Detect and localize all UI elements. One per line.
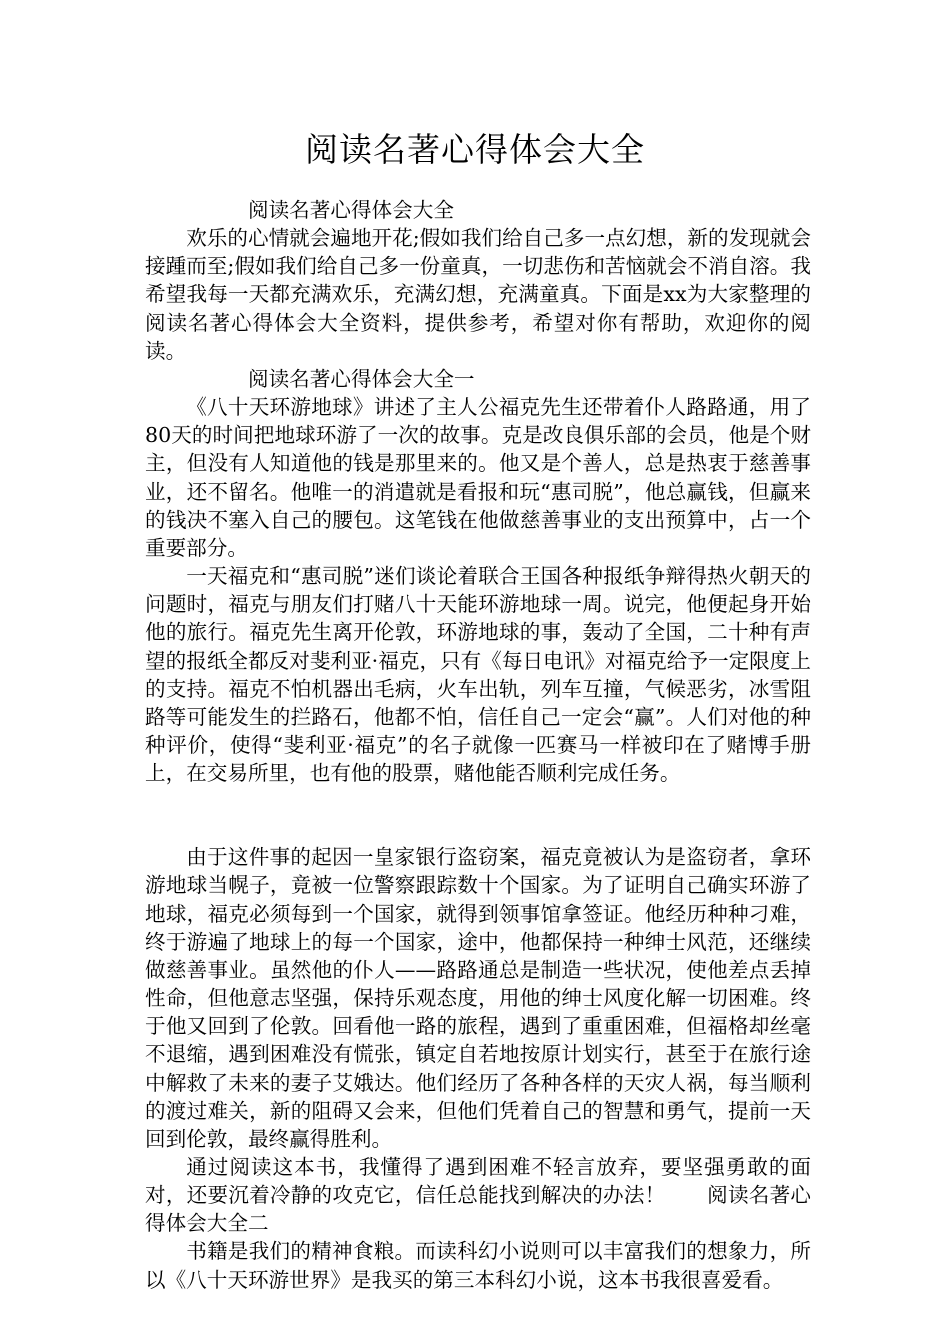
section-one-paragraph-1: 《八十天环游地球》讲述了主人公福克先生还带着仆人路路通，用了80天的时间把地球环游了一次的故事。克是改良俱乐部的会员，他是个财主，但没有人知道他的钱是那里来的。他又是个善人，总是热衷于慈善事业，还不留名。他唯一的消遣就是看报和玩“惠司脱”，他总赢钱，但赢来的钱决不塞入自己的腰包。这笔钱在他做慈善事业的支出预算中，占一个重要部分。 xyxy=(145,395,811,560)
section-one-heading: 阅读名著心得体会大全一 xyxy=(248,366,475,391)
document-title: 阅读名著心得体会大全 xyxy=(305,130,645,169)
intro-heading: 阅读名著心得体会大全 xyxy=(248,198,454,222)
document-body xyxy=(145,196,811,1294)
paragraph-gap xyxy=(145,787,811,843)
intro-paragraph: 欢乐的心情就会遍地开花;假如我们给自己多一点幻想，新的发现就会接踵而至;假如我们给自己多一份童真，一切悲伤和苦恼就会不消自溶。我希望我每一天都充满欢乐，充满幻想，充满童真。下面是xx为大家整理的阅读名著心得体会大全资料，提供参考，希望对你有帮助，欢迎你的阅读。 xyxy=(145,226,811,363)
section-one-paragraph-4: 通过阅读这本书，我懂得了遇到困难不轻言放弃，要坚强勇敢的面对，还要沉着冷静的攻克它，信任总能找到解决的办法！ 阅读名著心得体会大全二 xyxy=(145,1155,811,1236)
section-one-paragraph-2: 一天福克和“惠司脱”迷们谈论着联合王国各种报纸争辩得热火朝天的问题时，福克与朋友们打赌八十天能环游地球一周。说完，他便起身开始他的旅行。福克先生离开伦敦，环游地球的事，轰动了全国，二十种有声望的报纸全都反对斐利亚·福克，只有《每日电讯》对福克给予一定限度上的支持。福克不怕机器出毛病，火车出轨，列车互撞，气候恶劣，冰雪阻路等可能发生的拦路石，他都不怕，信任自己一定会“赢”。人们对他的种种评价，使得“斐利亚·福克”的名子就像一匹赛马一样被印在了赌博手册上，在交易所里，也有他的股票，赌他能否顺利完成任务。 xyxy=(145,564,811,786)
section-two-paragraph-1: 书籍是我们的精神食粮。而读科幻小说则可以丰富我们的想象力，所以《八十天环游世界》是我买的第三本科幻小说，这本书我很喜爱看。 xyxy=(145,1239,811,1292)
section-one-paragraph-3: 由于这件事的起因一皇家银行盗窃案，福克竟被认为是盗窃者，拿环游地球当幌子，竟被一位警察跟踪数十个国家。为了证明自己确实环游了地球，福克必须每到一个国家，就得到领事馆拿签证。他经历种种刁难，终于游遍了地球上的每一个国家，途中，他都保持一种绅士风范，还继续做慈善事业。虽然他的仆人——路路通总是制造一些状况，使他差点丢掉性命，但他意志坚强，保持乐观态度，用他的绅士风度化解一切困难。终于他又回到了伦敦。回看他一路的旅程，遇到了重重困难，但福格却丝毫不退缩，遇到困难没有慌张，镇定自若地按原计划实行，甚至于在旅行途中解救了未来的妻子艾娥达。他们经历了各种各样的天灾人祸，每当顺利的渡过难关，新的阻碍又会来，但他们凭着自己的智慧和勇气，提前一天回到伦敦，最终赢得胜利。 xyxy=(145,845,811,1151)
